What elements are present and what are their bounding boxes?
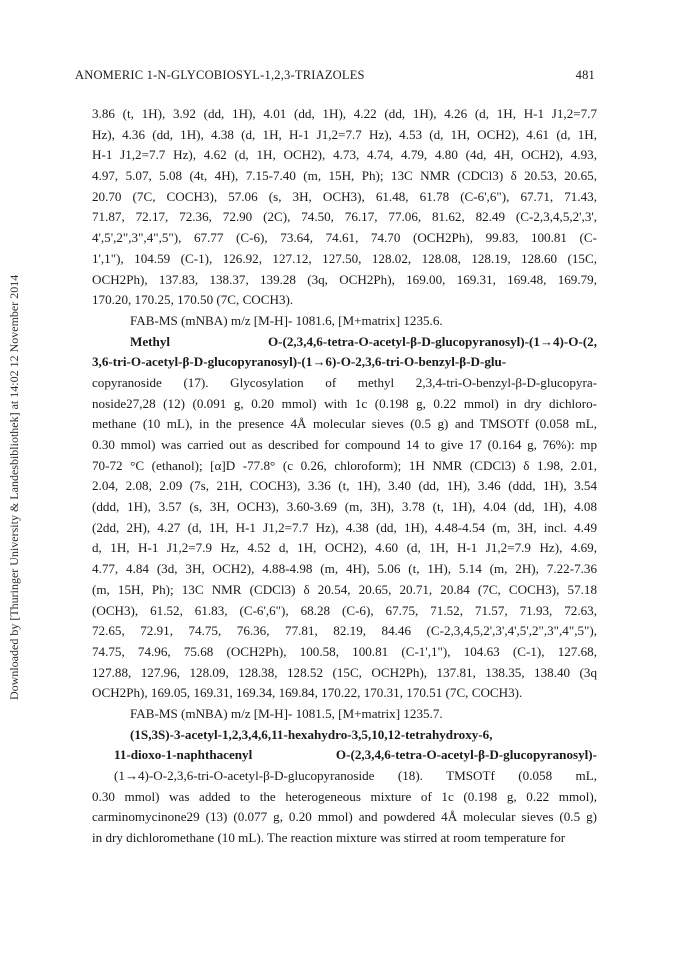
text-line: copyranoside (17). Glycosylation of methyl 2,3,4-tri-O-benzyl-β-D-glucopyra- xyxy=(92,374,597,390)
text-line: 127.88, 127.96, 128.09, 128.38, 128.52 (15C, OCH2Ph), 137.81, 138.35, 138.40 (3q xyxy=(92,664,597,680)
text-line: 72.65, 72.91, 74.75, 76.36, 77.81, 82.19, 84.46 (C-2,3,4,5,2',3',4',5',2",3",4",5"), xyxy=(92,623,597,639)
text-line: (ddd, 1H), 3.57 (s, 3H, OCH3), 3.60-3.69 (m, 3H), 3.78 (t, 1H), 4.04 (dd, 1H), 4.08 xyxy=(92,499,597,515)
text-line: OCH2Ph), 169.05, 169.31, 169.34, 169.84, 170.22, 170.31, 170.51 (7C, COCH3). xyxy=(92,685,523,701)
running-title: ANOMERIC 1-N-GLYCOBIOSYL-1,2,3-TRIAZOLES xyxy=(75,68,365,82)
text-line: 170.20, 170.25, 170.50 (7C, COCH3). xyxy=(92,292,294,308)
text-line: OCH2Ph), 137.83, 138.37, 139.28 (3q, OCH2Ph), 169.00, 169.31, 169.48, 169.79, xyxy=(92,271,597,287)
text-line: 4.97, 5.07, 5.08 (4t, 4H), 7.15-7.40 (m, 15H, Ph); 13C NMR (CDCl3) δ 20.53, 20.65, xyxy=(92,168,597,184)
text-line: (OCH3), 61.52, 61.83, (C-6',6"), 68.28 (C-6), 67.75, 71.52, 71.57, 71.93, 72.63, xyxy=(92,602,597,618)
running-header xyxy=(75,68,595,88)
text-line: 0.30 mmol) was added to the heterogeneous mixture of 1c (0.198 g, 0.22 mmol), xyxy=(92,788,597,804)
article-body xyxy=(92,104,597,849)
text-line: d, 1H, H-1 J1,2=7.9 Hz, 4.52 d, 1H, OCH2), 4.60 (d, 1H, H-1 J1,2=7.9 Hz), 4.69, xyxy=(92,540,597,556)
text-line: H-1 J1,2=7.7 Hz), 4.62 (d, 1H, OCH2), 4.73, 4.74, 4.79, 4.80 (4d, 4H, OCH2), 4.93, xyxy=(92,147,597,163)
text-line: 71.87, 72.17, 72.36, 72.90 (2C), 74.50, 76.17, 77.06, 81.62, 82.49 (C-2,3,4,5,2',3', xyxy=(92,209,597,225)
text-line: 3.86 (t, 1H), 3.92 (dd, 1H), 4.01 (dd, 1H), 4.22 (dd, 1H), 4.26 (d, 1H, H-1 J1,2=7.7 xyxy=(92,106,597,121)
text-line: 74.75, 74.96, 75.68 (OCH2Ph), 100.58, 100.81 (C-1',1"), 104.63 (C-1), 127.68, xyxy=(92,643,597,659)
compound-18-heading: (1S,3S)-3-acetyl-1,2,3,4,6,11-hexahydro-3,5,10,12-tetrahydroxy-6, xyxy=(130,726,493,742)
compound-18-heading: (1→4)-O-2,3,6-tri-O-acetyl-β-D-glucopyranoside (18). TMSOTf (0.058 mL, xyxy=(114,768,597,783)
page-number: 481 xyxy=(575,68,595,82)
text-line: 4.77, 4.84 (3d, 3H, OCH2), 4.88-4.98 (m, 4H), 5.06 (t, 1H), 5.14 (m, 2H), 7.22-7.36 xyxy=(92,561,597,577)
ms-line: FAB-MS (mNBA) m/z [M-H]- 1081.5, [M+matrix] 1235.7. xyxy=(130,705,443,721)
text-line: Hz), 4.36 (dd, 1H), 4.38 (d, 1H, H-1 J1,2=7.7 Hz), 4.53 (d, 1H, OCH2), 4.61 (d, 1H, xyxy=(92,126,597,142)
text-line: methane (10 mL), in the presence 4Å molecular sieves (0.5 g) and TMSOTf (0.058 mL, xyxy=(92,416,597,432)
text-line: 4',5',2",3",4",5"), 67.77 (C-6), 73.64, 74.61, 74.70 (OCH2Ph), 99.83, 100.81 (C- xyxy=(92,230,597,246)
compound-17-heading: 3,6-tri-O-acetyl-β-D-glucopyranosyl)-(1→6)-O-2,3,6-tri-O-benzyl-β-D-glu- xyxy=(92,354,507,370)
compound-18-heading: 11-dioxo-1-naphthacenyl O-(2,3,4,6-tetra-O-acetyl-β-D-glucopyranosyl)- xyxy=(114,747,597,763)
text-line: 20.70 (7C, COCH3), 57.06 (s, 3H, OCH3), 61.48, 61.78 (C-6',6"), 67.71, 71.43, xyxy=(92,188,597,204)
text-line: noside27,28 (12) (0.091 g, 0.20 mmol) with 1c (0.198 g, 0.22 mmol) in dry dichloro- xyxy=(92,395,597,411)
text-line: 0.30 mmol) was carried out as described for compound 14 to give 17 (0.164 g, 76%): mp xyxy=(92,437,597,452)
text-line: 2.04, 2.08, 2.09 (7s, 21H, COCH3), 3.36 (t, 1H), 3.40 (dd, 1H), 3.46 (ddd, 1H), 3.54 xyxy=(92,478,597,494)
ms-line: FAB-MS (mNBA) m/z [M-H]- 1081.6, [M+matrix] 1235.6. xyxy=(130,312,443,328)
text-line: in dry dichloromethane (10 mL). The reaction mixture was stirred at room temperature for xyxy=(92,830,566,846)
download-watermark: Downloaded by [Thuringer University & Landesbibliothek] at 14:02 12 November 2014 xyxy=(7,274,21,700)
text-line: carminomycinone29 (13) (0.077 g, 0.20 mmol) and powdered 4Å molecular sieves (0.5 g) xyxy=(92,809,597,825)
text-line: 1',1"), 104.59 (C-1), 126.92, 127.12, 127.50, 128.02, 128.08, 128.19, 128.60 (15C, xyxy=(92,250,597,266)
text-line: (m, 15H, Ph); 13C NMR (CDCl3) δ 20.54, 20.65, 20.71, 20.84 (7C, COCH3), 57.18 xyxy=(92,581,597,597)
compound-17-heading: Methyl O-(2,3,4,6-tetra-O-acetyl-β-D-glucopyranosyl)-(1→4)-O-(2, xyxy=(130,333,597,349)
text-line: (2dd, 2H), 4.27 (d, 1H, H-1 J1,2=7.7 Hz), 4.38 (dd, 1H), 4.48-4.54 (m, 3H, incl. 4.49 xyxy=(92,519,597,535)
text-line: 70-72 °C (ethanol); [α]D -77.8° (c 0.26, chloroform); 1H NMR (CDCl3) δ 1.98, 2.01, xyxy=(92,457,597,473)
